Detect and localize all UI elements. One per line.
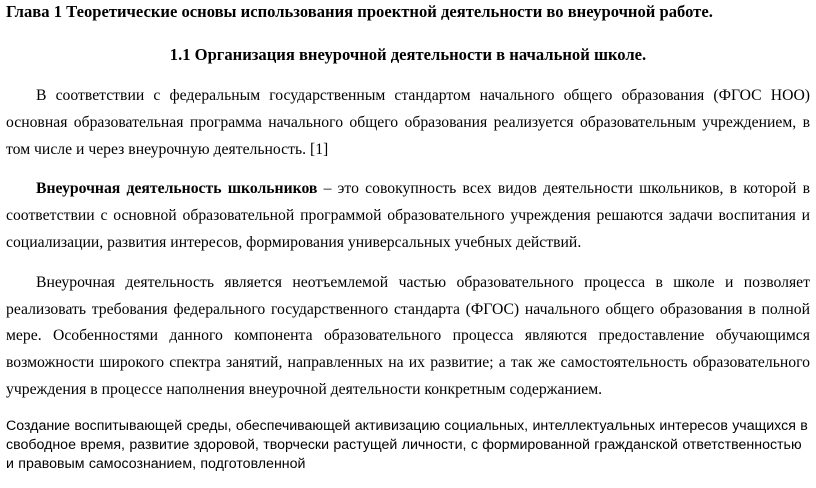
- definition-text: – это совокупность всех видов деятельности школьников, в которой в соответствии с основной образовательной программой образовательного учреждения решаются задачи воспитания и социализации, развития интересов, формирования универсальных учебных действий.: [6, 180, 810, 251]
- paragraph-requirements: Внеурочная деятельность является неотъемлемой частью образовательного процесса в школе и позволяет реализовать требования федерального государственного стандарта (ФГОС) начального общего образования в полной мере. Особенностями данного компонента образовательного процесса являются предоставление обучающимся возможности широкого спектра занятий, направленных на их развитие; а так же самостоятельность образовательного учреждения в процессе наполнения внеурочной деятельности конкретным содержанием.: [6, 273, 810, 398]
- paragraph-definition: [6, 176, 810, 256]
- section-title: 1.1 Организация внеурочной деятельности в начальной школе.: [169, 45, 647, 64]
- chapter-title: Глава 1 Теоретические основы использования проектной деятельности во внеурочной работе.: [6, 2, 713, 21]
- definition-term: Внеурочная деятельность школьников: [36, 180, 318, 198]
- paragraph-environment: Создание воспитывающей среды, обеспечивающей активизацию социальных, интеллектуальных интересов учащихся в свободное время, развитие здоровой, творчески растущей личности, с формированной гражданской ответственностью и правовым самосознанием, подготовленной: [6, 417, 808, 473]
- paragraph-fgos: В соответствии с федеральным государственным стандартом начального общего образования (ФГОС НОО) основная образовательная программа начального общего образования реализуется образовательным учреждением, в том числе и через внеурочную деятельность. [1]: [6, 87, 810, 158]
